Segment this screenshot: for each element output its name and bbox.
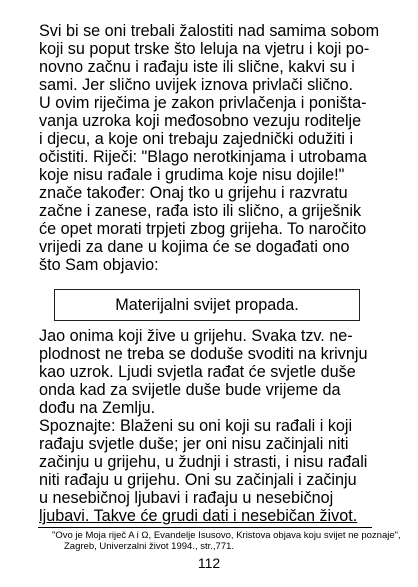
text-line: sami. Jer slično uvijek iznova privlači slično. (39, 76, 353, 94)
text-line: očistiti. Riječi: "Blago nerotkinjama i utrobama (39, 148, 367, 166)
callout-text: Materijalni svijet propada. (115, 296, 299, 314)
text-line: koje nisu rađale i grudima koje nisu dojile!" (39, 166, 345, 184)
text-line: U ovim riječima je zakon privlačenja i poništa- (39, 94, 367, 112)
text-line: vrijedi za dane u kojima će se događati ono (39, 238, 350, 256)
text-line: Jao onima koji žive u grijehu. Svaka tzv. ne- (39, 327, 353, 345)
footnote-line: "Ovo je Moja riječ A i Ω, Evandelje Isusovo, Kristova objava koju svijet ne poznaje", (52, 530, 401, 541)
footnote-divider (38, 527, 372, 528)
text-line: će opet morati trpjeti zbog grijeha. To naročito (39, 220, 367, 238)
text-line: plodnost ne treba se doduše svoditi na krivnju (39, 345, 368, 363)
page-number: 112 (197, 555, 221, 571)
text-line: Spoznajte: Blaženi su oni koji su rađali i koji (39, 417, 353, 435)
text-line: rađaju svjetle duše; jer oni nisu začinjali niti (39, 435, 349, 453)
text-line: i djecu, a koje oni trebaju zajednički odužiti i (39, 130, 354, 148)
callout-box (54, 289, 360, 321)
text-line: vanja uzroka koji međosobno vezuju roditelje (39, 112, 362, 130)
text-line: onda kad za svijetle duše bude vrijeme da (39, 381, 341, 399)
text-line: znače također: Onaj tko u grijehu i razvratu (39, 184, 348, 202)
text-line: ljubavi. Takve će grudi dati i nesebičan život. (39, 507, 358, 525)
text-line: što Sam objavio: (39, 256, 159, 274)
text-line: dođu na Zemlju. (39, 399, 156, 417)
text-line: koji su poput trske što leluja na vjetru i koji po- (39, 40, 370, 58)
text-line: kao uzrok. Ljudi svjetla rađat će svjetle duše (39, 363, 356, 381)
text-line: začne i zanese, rađa isto ili slično, a griješnik (39, 202, 362, 220)
text-line: novno začnu i rađaju iste ili slične, kakvi su i (39, 58, 355, 76)
footnote-line: Zagreb, Univerzalni život 1994., str.,771. (64, 541, 235, 552)
text-line: u nesebičnoj ljubavi i rađaju u nesebičnoj (39, 489, 334, 507)
text-line: niti rađaju u grijehu. Oni su začinjali i začinju (39, 471, 357, 489)
text-line: začinju u grijehu, u žudnji i strasti, i nisu rađali (39, 453, 368, 471)
text-line: Svi bi se oni trebali žalostiti nad samima sobom (39, 22, 380, 40)
